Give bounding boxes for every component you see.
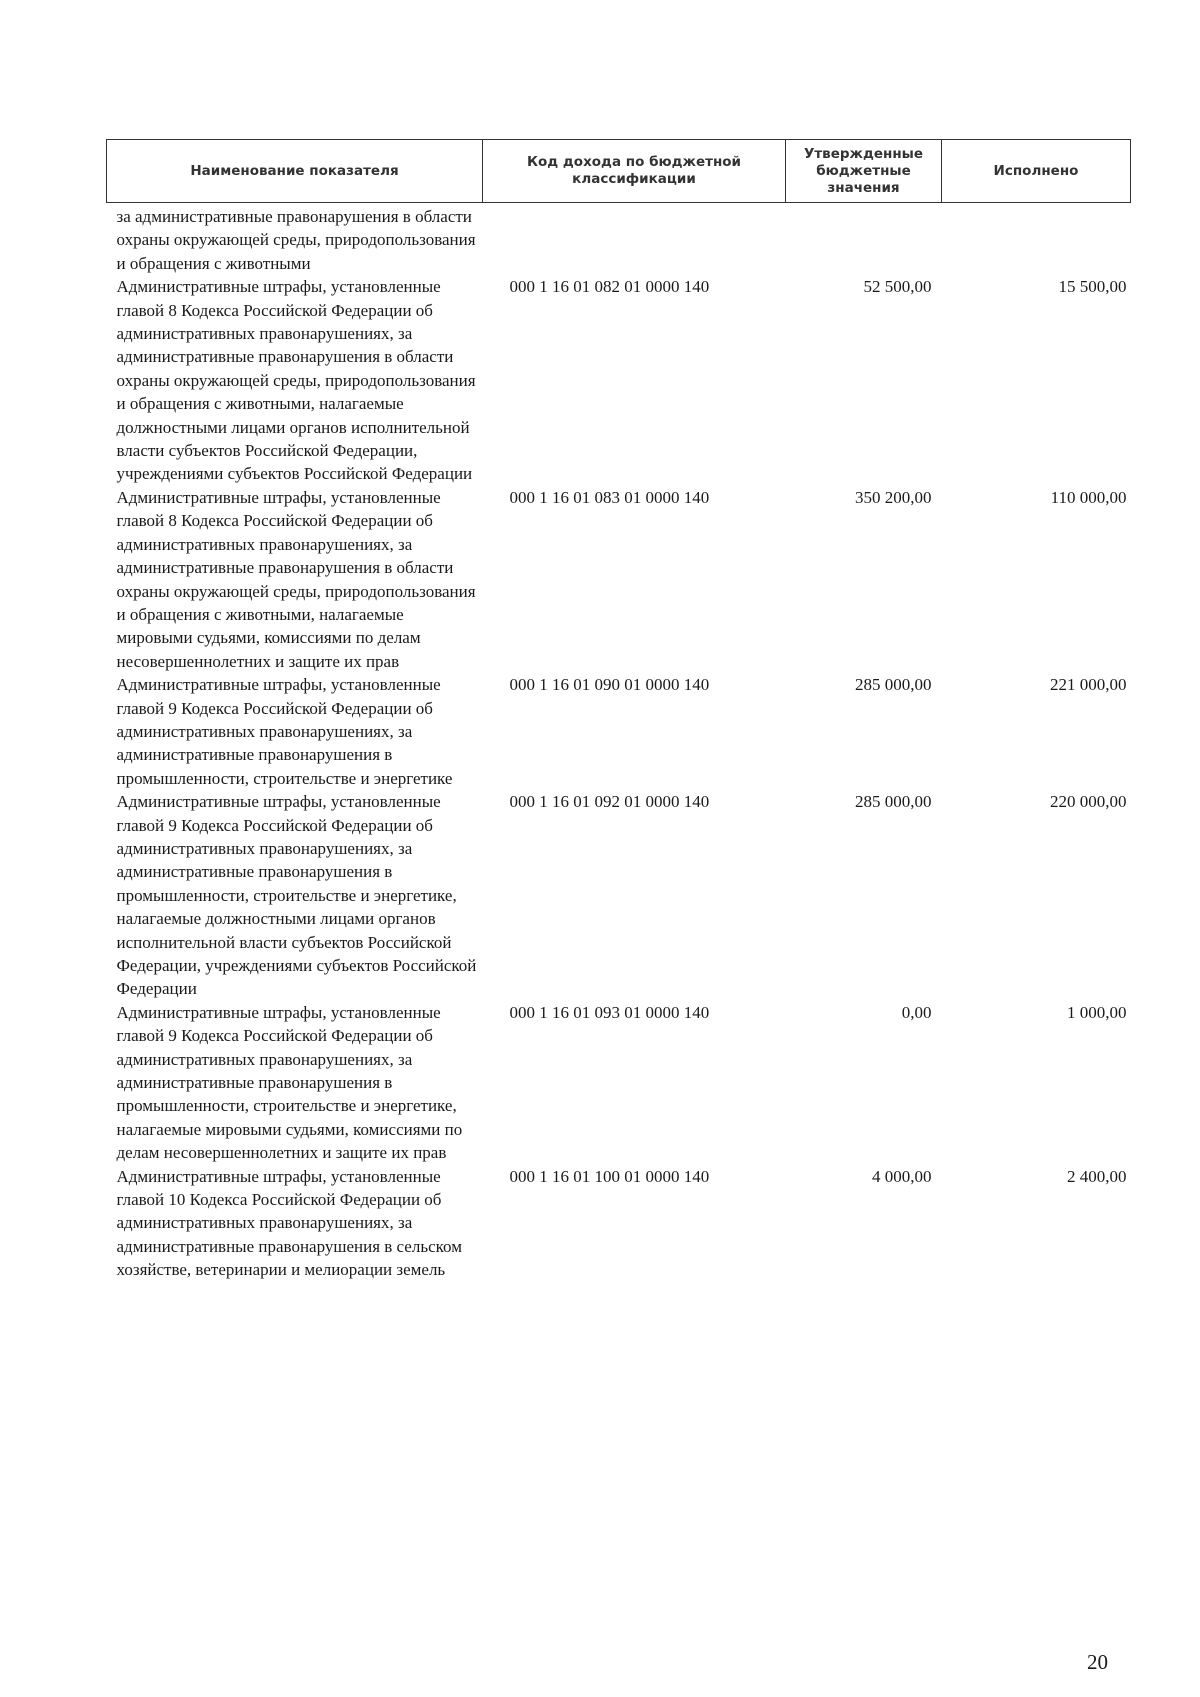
cell-name: Административные штрафы, установленные главой 10 Кодекса Российской Федерации об административных правонарушениях, за административные правонарушения в сельском хозяйстве, ветеринарии и мелиорации земель <box>116 1166 462 1280</box>
cell-approved: 4 000,00 <box>872 1166 932 1186</box>
table-row <box>107 486 1131 673</box>
cell-code: 000 1 16 01 100 01 0000 140 <box>509 1166 710 1186</box>
table-row <box>107 1165 1131 1282</box>
cell-executed: 221 000,00 <box>1050 675 1127 695</box>
revenue-table <box>106 139 1131 1282</box>
cell-approved: 285 000,00 <box>855 792 932 812</box>
cell-code: 000 1 16 01 082 01 0000 140 <box>509 277 710 297</box>
header-name: Наименование показателя <box>107 140 483 203</box>
cell-approved: 285 000,00 <box>855 675 932 695</box>
table-row <box>107 275 1131 486</box>
table-row <box>107 203 1131 276</box>
cell-executed: 110 000,00 <box>1050 487 1127 507</box>
cell-executed: 2 400,00 <box>1067 1166 1127 1186</box>
cell-approved: 52 500,00 <box>863 277 932 297</box>
cell-name: за административные правонарушения в области охраны окружающей среды, природопользования и обращения с животными <box>116 207 476 273</box>
table-row <box>107 673 1131 790</box>
cell-code: 000 1 16 01 090 01 0000 140 <box>509 675 710 695</box>
table-header <box>107 140 1131 203</box>
cell-approved: 0,00 <box>901 1002 932 1022</box>
cell-executed: 15 500,00 <box>1058 277 1127 297</box>
cell-name: Административные штрафы, установленные главой 9 Кодекса Российской Федерации об административных правонарушениях, за административные правонарушения в промышленности, строительстве и энергетике, налагаемые мировыми судьями, комиссиями по делам несовершеннолетних и защите их прав <box>116 1002 463 1163</box>
cell-code: 000 1 16 01 092 01 0000 140 <box>509 792 710 812</box>
table-body <box>107 203 1131 1282</box>
table-row <box>107 1001 1131 1165</box>
cell-name: Административные штрафы, установленные главой 9 Кодекса Российской Федерации об административных правонарушениях, за административные правонарушения в промышленности, строительстве и энергетике <box>116 675 453 788</box>
header-approved: Утвержденные бюджетные значения <box>786 140 942 203</box>
cell-executed: 220 000,00 <box>1050 792 1127 812</box>
cell-executed: 1 000,00 <box>1067 1002 1127 1022</box>
cell-code: 000 1 16 01 083 01 0000 140 <box>509 487 710 507</box>
cell-executed <box>942 203 1131 276</box>
page-number: 20 <box>1087 1650 1108 1674</box>
cell-name: Административные штрафы, установленные главой 8 Кодекса Российской Федерации об административных правонарушениях, за административные правонарушения в области охраны окружающей среды, природопользования и обращения с животными, налагаемые мировыми судьями, комиссиями по делам несовершеннолетних и защите их прав <box>116 487 476 671</box>
header-row <box>107 140 1131 203</box>
cell-code: 000 1 16 01 093 01 0000 140 <box>509 1002 710 1022</box>
table-row <box>107 790 1131 1001</box>
cell-approved <box>786 203 942 276</box>
header-code: Код дохода по бюджетной классификации <box>483 140 786 203</box>
cell-code <box>483 203 786 276</box>
cell-name: Административные штрафы, установленные главой 9 Кодекса Российской Федерации об административных правонарушениях, за административные правонарушения в промышленности, строительстве и энергетике, налагаемые должностными лицами органов исполнительной власти субъектов Российской Федерации, учреждениями субъектов Российской Федерации <box>116 792 477 999</box>
header-executed: Исполнено <box>942 140 1131 203</box>
cell-name: Административные штрафы, установленные главой 8 Кодекса Российской Федерации об административных правонарушениях, за административные правонарушения в области охраны окружающей среды, природопользования и обращения с животными, налагаемые должностными лицами органов исполнительной власти субъектов Российской Федерации, учреждениями субъектов Российской Федерации <box>116 277 476 484</box>
cell-approved: 350 200,00 <box>855 487 932 507</box>
